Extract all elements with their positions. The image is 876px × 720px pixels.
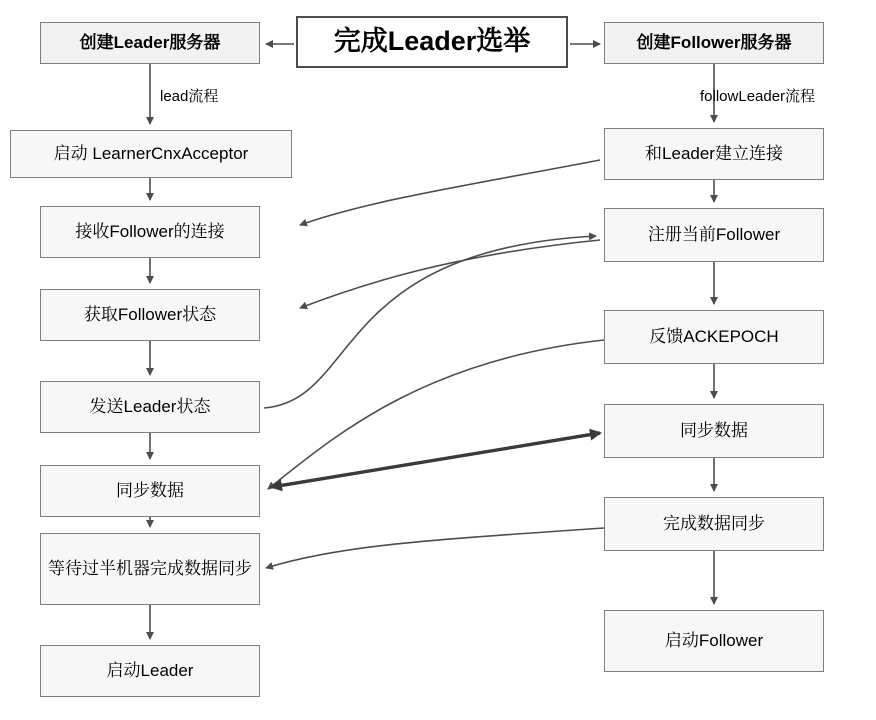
node-register-current-follower [604,208,824,262]
node-wait-quorum-sync [40,533,260,605]
node-title [296,16,568,68]
node-start-follower [604,610,824,672]
node-start-learnercnxacceptor [10,130,292,178]
node-label: 完成Leader选举 [333,26,531,57]
node-label: 和Leader建立连接 [645,144,783,164]
node-label: 发送Leader状态 [89,397,211,417]
node-label: 启动Follower [664,631,764,651]
node-label: 创建Leader服务器 [79,33,221,53]
node-get-follower-state [40,289,260,341]
node-finish-data-sync [604,497,824,551]
node-connect-to-leader [604,128,824,180]
node-label: 启动 LearnerCnxAcceptor [53,144,249,164]
node-label: 完成数据同步 [663,514,765,534]
node-label: 注册当前Follower [647,225,781,245]
node-create-leader-server [40,22,260,64]
node-follower-sync-data [604,404,824,458]
edge-label-text: followLeader流程 [700,88,816,105]
node-label: 等待过半机器完成数据同步 [48,559,252,579]
node-label: 同步数据 [680,421,748,441]
node-feedback-ackepoch [604,310,824,364]
node-label: 同步数据 [116,481,184,501]
edge-label-follow-leader-flow [700,85,815,106]
edge-label-text: lead流程 [160,88,219,105]
node-create-follower-server [604,22,824,64]
node-leader-sync-data [40,465,260,517]
node-label: 反馈ACKEPOCH [649,327,779,347]
node-label: 获取Follower状态 [83,305,217,325]
node-accept-follower-connection [40,206,260,258]
node-label: 创建Follower服务器 [636,33,792,53]
node-label: 启动Leader [106,661,194,681]
node-send-leader-state [40,381,260,433]
node-start-leader [40,645,260,697]
node-label: 接收Follower的连接 [75,222,225,242]
edge-label-lead-flow [160,85,218,106]
